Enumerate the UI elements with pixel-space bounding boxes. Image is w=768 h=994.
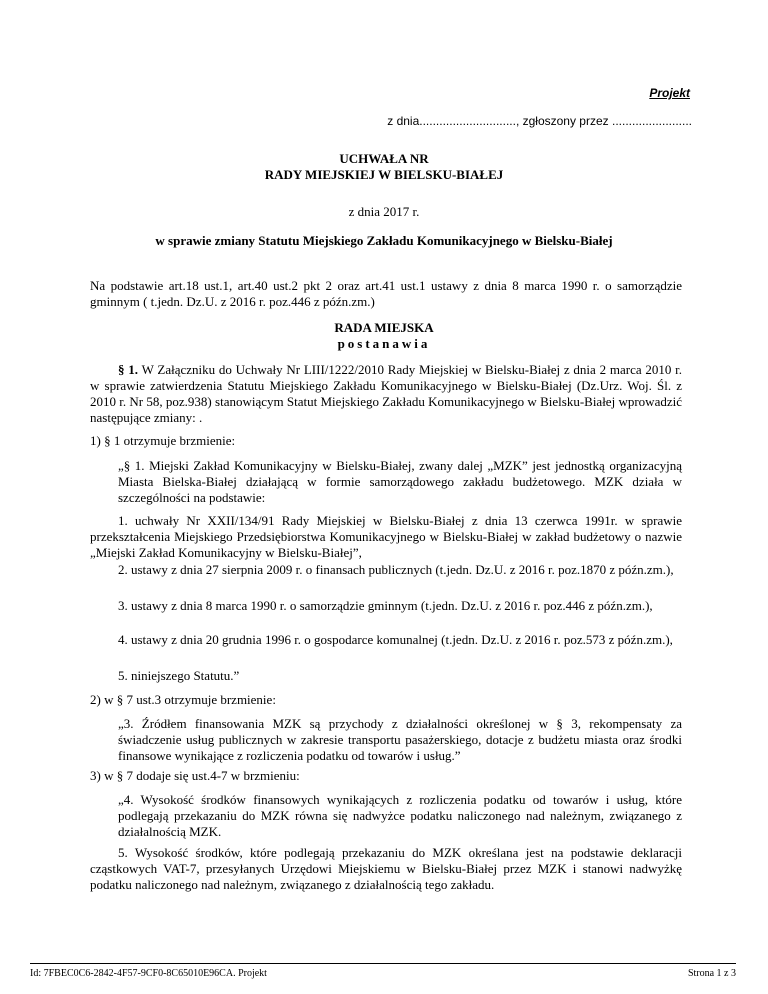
document-id: Id: 7FBEC0C6-2842-4F57-9CF0-8C65010E96CA. Projekt (30, 968, 267, 979)
quote-1-point-5: 5. niniejszego Statutu.” (118, 668, 240, 683)
change-1-heading: 1) § 1 otrzymuje brzmienie: (90, 433, 236, 448)
quote-1-point-2: 2. ustawy z dnia 27 sierpnia 2009 r. o finansach publicznych (t.jedn. Dz.U. z 2016 r. poz.1870 z późn.zm.), (118, 562, 674, 577)
submission-date-line: z dnia............................., zgłoszony przez ........................ (387, 114, 692, 128)
legal-basis: Na podstawie art.18 ust.1, art.40 ust.2 pkt 2 oraz art.41 ust.1 ustawy z dnia 8 marca 1990 r. o samorządzie gminnym ( t.jedn. Dz.U. z 2016 r. poz.446 z późn.zm.) (90, 278, 682, 309)
change-2-heading: 2) w § 7 ust.3 otrzymuje brzmienie: (90, 692, 276, 707)
footer-divider (30, 963, 736, 964)
quote-1-intro: „§ 1. Miejski Zakład Komunikacyjny w Bielsku-Białej, zwany dalej „MZK” jest jednostką organizacyjną Miasta Bielska-Białej działającą w formie samorządowego zakładu budżetowego. MZK działa w szczególności na podstawie: (118, 458, 682, 505)
section-1 (90, 362, 682, 426)
section-1-label: § 1. (118, 362, 139, 377)
change-3-heading: 3) w § 7 dodaje się ust.4-7 w brzmieniu: (90, 768, 300, 783)
resolution-subject: w sprawie zmiany Statutu Miejskiego Zakładu Komunikacyjnego w Bielsku-Białej (155, 233, 613, 248)
quote-3-point-5: 5. Wysokość środków, które podlegają przekazaniu do MZK określana jest na podstawie deklaracji cząstkowych VAT-7, przesyłanych Urzędowi Miejskiemu w Bielsku-Białej przez MZK i stanowi nadwyżkę podatku naliczonego nad należnym, związanego z działalnością tego zakładu. (90, 845, 682, 892)
quote-2: „3. Źródłem finansowania MZK są przychody z działalności określonej w § 3, rekompensaty za świadczenie usług publicznych w zakresie transportu pasażerskiego, dotacje z budżetu miasta oraz środki finansowe wynikające z rozliczenia podatku od towarów i usług.” (118, 716, 682, 763)
quote-1-point-3: 3. ustawy z dnia 8 marca 1990 r. o samorządzie gminnym (t.jedn. Dz.U. z 2016 r. poz.446 z późn.zm.), (118, 598, 653, 613)
quote-1-point-1: 1. uchwały Nr XXII/134/91 Rady Miejskiej w Bielsku-Białej z dnia 13 czerwca 1991r. w sprawie przekształcenia Miejskiego Przedsiębiorstwa Komunikacyjnego w Bielsku-Białej w zakład budżetowy o nazwie „Miejski Zakład Komunikacyjny w Bielsku-Białej”, (90, 513, 682, 560)
council-heading: RADA MIEJSKA (334, 320, 434, 335)
quote-3-point-4: „4. Wysokość środków finansowych wynikających z rozliczenia podatku od towarów i usług, które podlegają przekazaniu do MZK równa się nadwyżce podatku naliczonego nad należnym, związanego z działalnością MZK. (118, 792, 682, 839)
projekt-label: Projekt (649, 86, 690, 100)
resolution-date: z dnia 2017 r. (348, 204, 420, 219)
council-name: RADY MIEJSKIEJ W BIELSKU-BIAŁEJ (264, 167, 504, 182)
page-number: Strona 1 z 3 (687, 968, 736, 979)
section-1-text: W Załączniku do Uchwały Nr LIII/1222/2010 Rady Miejskiej w Bielsku-Białej z dnia 2 marca 2010 r. w sprawie zatwierdzenia Statutu Miejskiego Zakładu Komunikacyjnego w Bielsku-Białej (Dz.Urz. Woj. Śl. z 2010 r. Nr 58, poz.938) stanowiącym Statut Miejskiego Zakładu Komunikacyjnego w Bielsku-Białej wprowadzić następujące zmiany: . (90, 362, 683, 425)
resolution-number: UCHWAŁA NR (339, 151, 429, 166)
quote-1-point-4: 4. ustawy z dnia 20 grudnia 1996 r. o gospodarce komunalnej (t.jedn. Dz.U. z 2016 r. poz.573 z późn.zm.), (118, 632, 673, 647)
council-decides: postanawia (337, 336, 431, 351)
